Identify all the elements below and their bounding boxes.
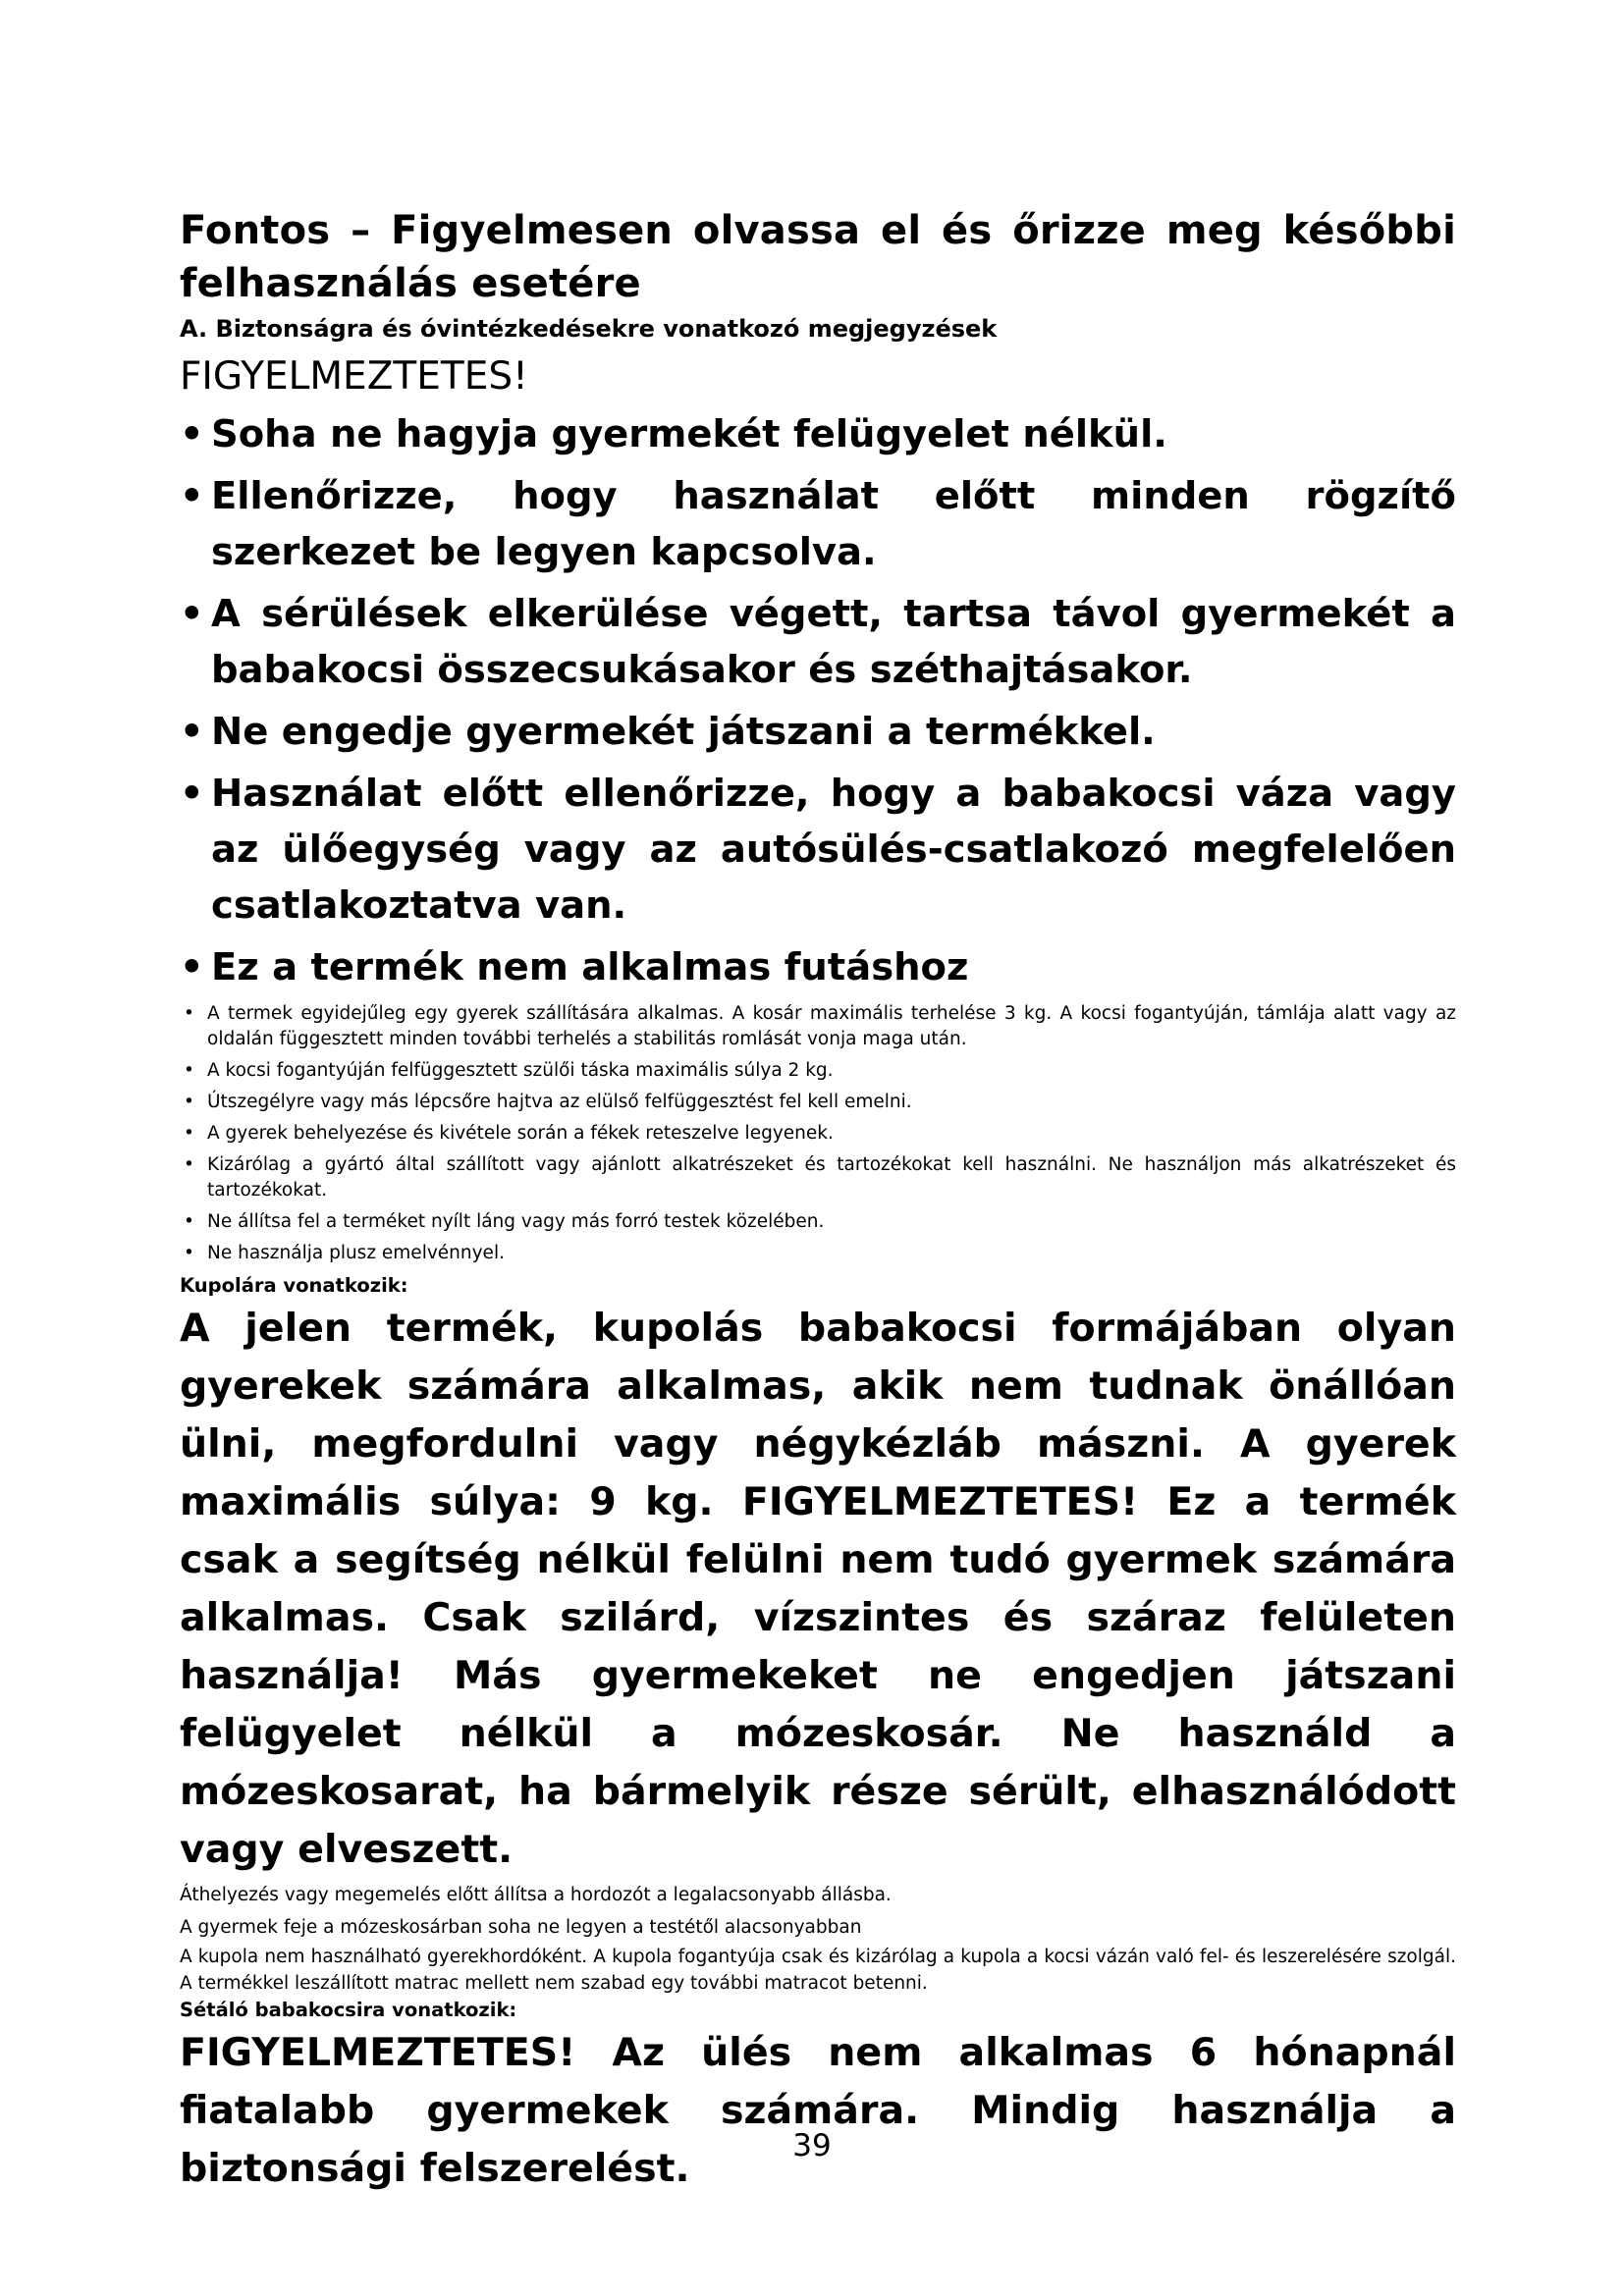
kupola-note: Áthelyezés vagy megemelés előtt állítsa a hordozót a legalacsonyabb állásba. [180,1885,892,1905]
document-page [180,204,1456,2198]
list-item: • Használat előtt ellenőrizze, hogy a babakocsi váza vagy az ülőegység vagy az autósülés-csatlakozó megfelelően csatlakoztatva van. [180,766,1456,934]
detail-notes-list [180,1001,1456,1266]
section-a-heading: A. Biztonságra és óvintézkedésekre vonatkozó megjegyzések [180,315,998,343]
list-item: • Ez a termék nem alkalmas futáshoz [180,939,1456,995]
main-warnings-list [180,406,1456,995]
list-item: • Ne állítsa fel a terméket nyílt láng vagy más forró testek közelében. [180,1209,1456,1235]
warning-heading: FIGYELMEZTETES! [180,354,528,399]
list-item: • A gyerek behelyezése és kivétele során a fékek reteszelve legyenek. [180,1121,1456,1147]
kupola-note: A gyermek feje a mózeskosárban soha ne legyen a testétől alacsonyabban [180,1917,862,1938]
kupola-warning-paragraph: A jelen termék, kupolás babakocsi formájában olyan gyerekek számára alkalmas, akik nem tudnak önállóan ülni, megfordulni vagy négykézláb mászni. A gyerek maximális súlya: 9 kg. FIGYELMEZTETES! Ez a termék csak a segítség nélkül felülni nem tudó gyermek számára alkalmas. Csak szilárd, vízszintes és száraz felületen használja! Más gyermekeket ne engedjen játszani felügyelet nélkül a mózeskosár. Ne használd a mózeskosarat, ha bármelyik része sérült, elhasználódott vagy elveszett. [180,1306,1456,1872]
list-item: • A sérülések elkerülése végett, tartsa távol gyermekét a babakocsi összecsukásakor és széthajtásakor. [180,586,1456,698]
page-number: 39 [792,2128,832,2163]
list-item: • Kizárólag a gyártó által szállított vagy ajánlott alkatrészeket és tartozékokat kell használni. Ne használjon más alkatrészeket és tartozékokat. [180,1152,1456,1203]
list-item: • Ne használja plusz emelvénnyel. [180,1241,1456,1266]
list-item: • A termek egyidejűleg egy gyerek szállítására alkalmas. A kosár maximális terhelése 3 kg. A kocsi fogantyúján, támlája alatt vagy az oldalán függesztett minden további terhelés a stabilitás romlását vonja maga után. [180,1001,1456,1052]
seat-label: Sétáló babakocsira vonatkozik: [180,1999,517,2021]
kupola-note: A kupola nem használható gyerekhordóként. A kupola fogantyúja csak és kizárólag a kupola a kocsi vázán való fel- és leszerelésére szolgál. A termékkel leszállított matrac mellett nem szabad egy további matracot betenni. [180,1947,1456,1994]
list-item: • Útszegélyre vagy más lépcsőre hajtva az elülső felfüggesztést fel kell emelni. [180,1090,1456,1115]
page-title: Fontos – Figyelmesen olvassa el és őrizze meg későbbi felhasználás esetére [180,208,1456,306]
list-item: • Ellenőrizze, hogy használat előtt minden rögzítő szerkezet be legyen kapcsolva. [180,468,1456,580]
list-item: • Soha ne hagyja gyermekét felügyelet nélkül. [180,406,1456,462]
list-item: • A kocsi fogantyúján felfüggesztett szülői táska maximális súlya 2 kg. [180,1058,1456,1084]
list-item: • Ne engedje gyermekét játszani a termékkel. [180,704,1456,760]
kupola-label: Kupolára vonatkozik: [180,1274,408,1297]
seat-warning-paragraph: FIGYELMEZTETES! Az ülés nem alkalmas 6 hónapnál fiatalabb gyermekek számára. Mindig használja a biztonsági felszerelést. [180,2030,1456,2191]
